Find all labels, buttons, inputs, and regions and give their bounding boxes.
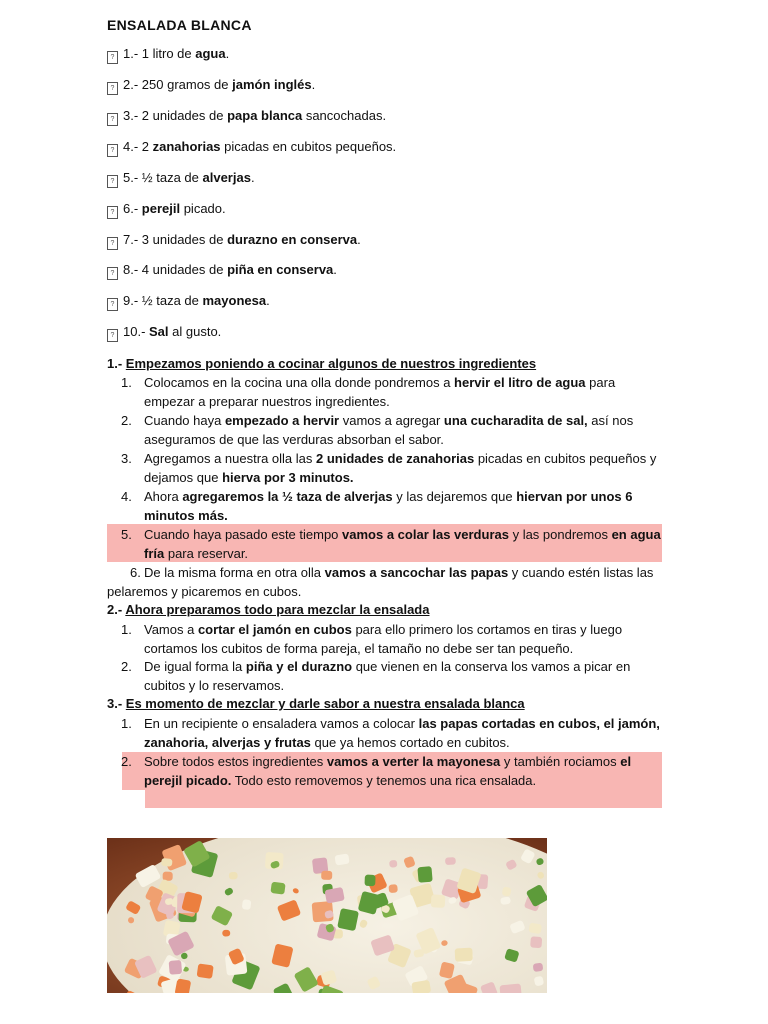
step-emphasis: vamos a colar las verduras [342, 527, 509, 542]
step-number: 1. [121, 716, 132, 731]
step-run: y las pondremos [508, 527, 612, 542]
step-run: Vamos a [144, 622, 198, 637]
section-heading [107, 695, 525, 713]
step-emphasis: una cucharadita de sal, [443, 413, 588, 428]
recipe-title: ENSALADA BLANCA [107, 17, 252, 33]
ingredient-text: . [266, 293, 270, 308]
step-run: así nos aseguramos de que las verduras absorban el sabor. [144, 413, 634, 447]
salad-chunk [533, 963, 544, 972]
ingredient-name: perejil [141, 201, 181, 216]
step-text [144, 411, 662, 449]
step-emphasis: 2 unidades de zanahorias [315, 451, 475, 466]
step-emphasis: las papas cortadas en cubos, el jamón, zanahoria, alverjas y frutas [144, 716, 660, 750]
ingredient-item [107, 324, 221, 342]
ingredient-name: Sal [149, 324, 169, 339]
step-emphasis: cortar el jamón en cubos [197, 622, 352, 637]
ingredient-text: 4.- 2 [123, 139, 153, 154]
step-run: Ahora [144, 489, 183, 504]
step-run: De la misma forma en otra olla [144, 565, 325, 580]
step-item [107, 525, 662, 563]
step-run: De igual forma la [144, 659, 246, 674]
ingredient-text: 7.- 3 unidades de [123, 232, 228, 247]
ingredient-text: 5.- ½ taza de [123, 170, 203, 185]
step-run: picadas en cubitos pequeños y dejamos que [144, 451, 657, 485]
ingredient-name: piña en conserva [227, 262, 334, 277]
missing-glyph-bullet-icon: ? [107, 51, 118, 64]
ingredient-text: . [250, 170, 255, 185]
section-heading [107, 355, 536, 373]
step-text [144, 657, 662, 695]
step-number: 2. [121, 659, 132, 674]
step-run: En un recipiente o ensaladera vamos a colocar [144, 716, 419, 731]
step-item [107, 620, 662, 658]
step-emphasis: vamos a verter la mayonesa [326, 754, 501, 769]
ingredient-text: picado. [180, 201, 226, 216]
salad-chunk [389, 860, 397, 868]
step-run: Todo esto removemos y tenemos una rica ensalada. [231, 773, 537, 788]
salad-chunk [163, 872, 173, 881]
step-text [144, 373, 662, 411]
step-text [144, 449, 662, 487]
step-run: para empezar a preparar nuestros ingredientes. [144, 375, 616, 409]
missing-glyph-bullet-icon: ? [107, 113, 118, 126]
step-number: 2. [121, 754, 132, 769]
ingredient-item [107, 46, 229, 64]
step-emphasis: hervir el litro de agua [454, 375, 586, 390]
step-number: 6. [130, 565, 141, 580]
salad-chunk [388, 884, 397, 893]
ingredient-text: . [333, 262, 337, 277]
section-number: 3.- [107, 696, 126, 711]
section-title: Empezamos poniendo a cocinar algunos de nuestros ingredientes [125, 356, 537, 371]
step-emphasis: hierva por 3 minutos. [222, 470, 354, 485]
step-text [144, 487, 662, 525]
missing-glyph-bullet-icon: ? [107, 206, 118, 219]
ingredient-name: durazno en conserva [227, 232, 358, 247]
ingredient-text: 2.- 250 gramos de [123, 77, 233, 92]
ingredient-name: agua [195, 46, 226, 61]
step-item [107, 657, 662, 695]
step-number: 3. [121, 451, 132, 466]
salad-chunk [161, 858, 173, 867]
step-emphasis: en agua fría [144, 527, 661, 561]
missing-glyph-bullet-icon: ? [107, 144, 118, 157]
salad-photo [107, 838, 547, 993]
step-run: Sobre todos estos ingredientes [144, 754, 327, 769]
step-run: Agregamos a nuestra olla las [144, 451, 316, 466]
step-emphasis: piña y el durazno [245, 659, 353, 674]
step-emphasis: vamos a sancochar las papas [324, 565, 509, 580]
step-item [107, 449, 662, 487]
salad-chunk [222, 930, 230, 937]
step-run: para ello primero los cortamos en tiras y luego cortamos los cubitos de forma pareja, el tamaño no debe ser tan pequeño. [144, 622, 623, 656]
step-run: vamos a agregar [339, 413, 444, 428]
step-item [107, 487, 662, 525]
step-text [144, 714, 662, 752]
section-heading [107, 601, 429, 619]
ingredient-name: mayonesa [202, 293, 267, 308]
ingredient-text: picadas en cubitos pequeños. [220, 139, 397, 154]
section-number: 2.- [107, 602, 126, 617]
step-number: 1. [121, 622, 132, 637]
ingredient-text: 10.- [123, 324, 150, 339]
salad-chunk [417, 866, 432, 883]
step-run: Cuando haya pasado este tiempo [144, 527, 343, 542]
ingredient-item [107, 108, 386, 126]
salad-chunk [169, 960, 183, 975]
step-run: y también rociamos [500, 754, 621, 769]
step-number: 4. [121, 489, 132, 504]
salad-chunk [431, 894, 446, 908]
missing-glyph-bullet-icon: ? [107, 237, 118, 250]
step-item [107, 714, 662, 752]
step-run: para reservar. [164, 546, 249, 561]
salad-chunk [197, 963, 214, 978]
step-emphasis: hiervan por unos 6 minutos más. [144, 489, 633, 523]
ingredient-text: sancochadas. [302, 108, 387, 123]
step-text [107, 563, 662, 601]
salad-chunk [445, 857, 456, 865]
step-run: y las dejaremos que [392, 489, 517, 504]
salad-chunk [229, 872, 238, 879]
ingredient-name: jamón inglés [232, 77, 312, 92]
missing-glyph-bullet-icon: ? [107, 175, 118, 188]
step-run: que ya hemos cortado en cubitos. [310, 735, 510, 750]
step-item [107, 563, 662, 601]
missing-glyph-bullet-icon: ? [107, 298, 118, 311]
step-run: Colocamos en la cocina una olla donde pondremos a [144, 375, 455, 390]
step-emphasis: agregaremos la ½ taza de alverjas [182, 489, 393, 504]
step-item [107, 411, 662, 449]
step-run: Cuando haya [144, 413, 225, 428]
step-item [107, 373, 662, 411]
ingredient-text: 6.- [123, 201, 142, 216]
ingredient-item [107, 139, 396, 157]
missing-glyph-bullet-icon: ? [107, 329, 118, 342]
step-item [107, 752, 662, 790]
salad-chunk [455, 948, 473, 962]
salad-chunk [365, 875, 376, 887]
ingredient-name: alverjas [202, 170, 251, 185]
ingredient-item [107, 201, 226, 219]
missing-glyph-bullet-icon: ? [107, 82, 118, 95]
salad-chunk [270, 882, 285, 895]
step-number: 5. [121, 527, 132, 542]
section-title: Es momento de mezclar y darle sabor a nuestra ensalada blanca [125, 696, 525, 711]
ingredient-item [107, 170, 255, 188]
ingredient-name: zanahorias [152, 139, 221, 154]
ingredient-text: 3.- 2 unidades de [123, 108, 228, 123]
ingredient-text: . [311, 77, 316, 92]
ingredient-text: . [357, 232, 361, 247]
ingredient-text: al gusto. [168, 324, 222, 339]
missing-glyph-bullet-icon: ? [107, 267, 118, 280]
ingredient-item [107, 262, 337, 280]
ingredient-text: 8.- 4 unidades de [123, 262, 228, 277]
step-number: 1. [121, 375, 132, 390]
step-emphasis: empezado a hervir [224, 413, 340, 428]
ingredient-item [107, 293, 270, 311]
salad-chunk [242, 899, 252, 910]
salad-chunk [321, 871, 332, 880]
ingredient-item [107, 232, 361, 250]
step-emphasis: el perejil picado. [144, 754, 632, 788]
step-text [144, 752, 662, 790]
step-text [144, 620, 662, 658]
step-run: que vienen en la conserva los vamos a picar en cubitos y lo reservamos. [144, 659, 631, 693]
ingredient-text: . [225, 46, 230, 61]
step-number: 2. [121, 413, 132, 428]
salad-chunk [530, 936, 542, 948]
ingredient-text: 1.- 1 litro de [123, 46, 196, 61]
section-title: Ahora preparamos todo para mezclar la ensalada [125, 602, 430, 617]
step-text [144, 525, 662, 563]
highlight-band [145, 788, 662, 808]
ingredient-item [107, 77, 315, 95]
ingredient-text: 9.- ½ taza de [123, 293, 203, 308]
section-number: 1.- [107, 356, 126, 371]
ingredient-name: papa blanca [227, 108, 303, 123]
step-run: y cuando estén listas las pelaremos y picaremos en cubos. [107, 565, 654, 599]
